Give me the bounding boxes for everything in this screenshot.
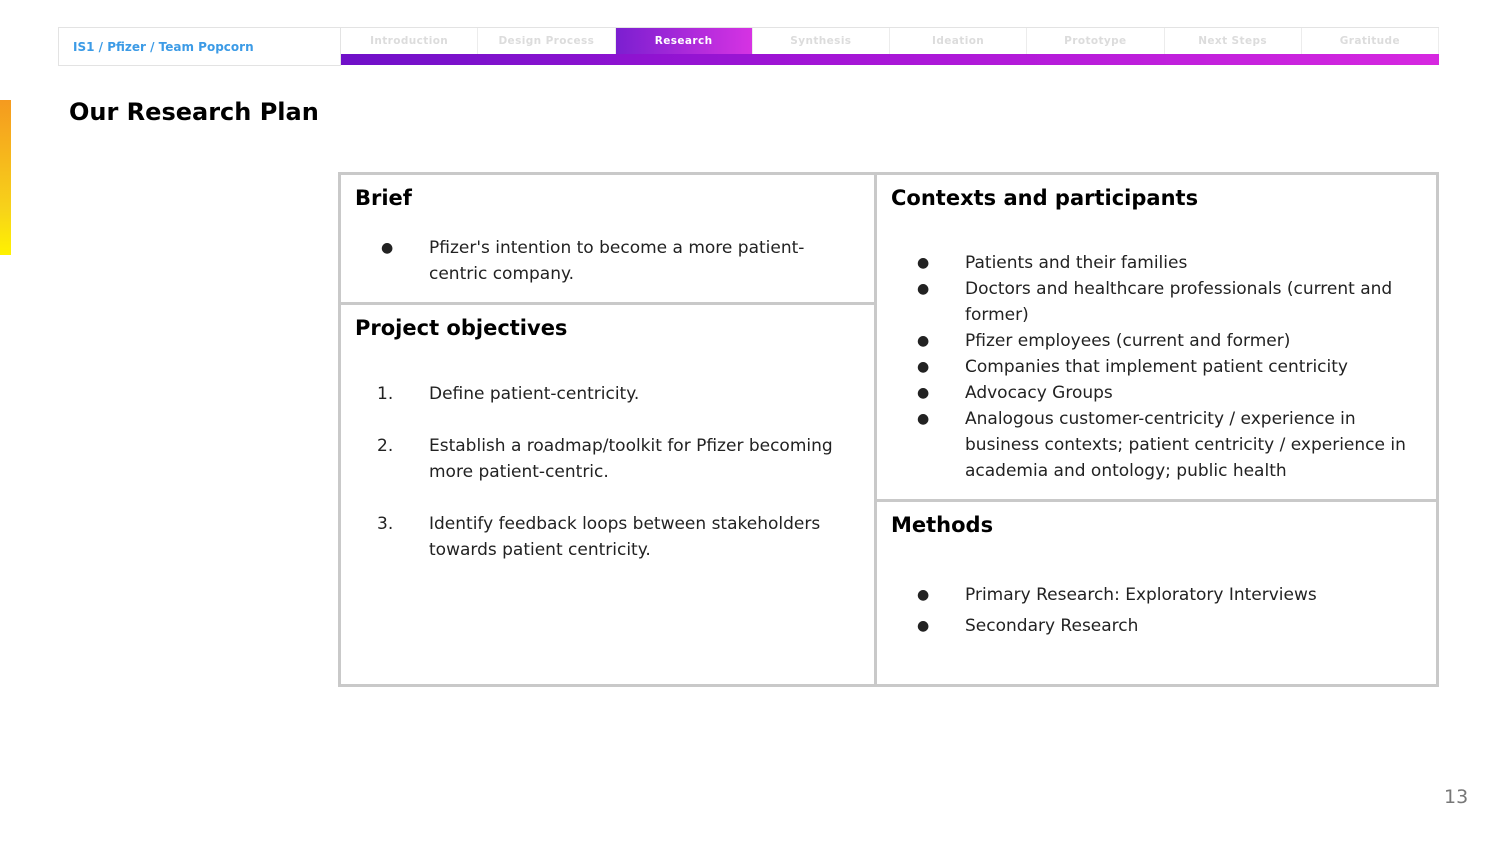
list-number: 1. [377,384,394,404]
contexts-list [877,250,1436,484]
tab-gratitude[interactable]: Gratitude [1302,28,1439,54]
side-accent-bar [0,100,11,255]
list-item-text: Companies that implement patient centricity [965,357,1348,377]
page-number: 13 [1444,786,1469,808]
list-item [877,406,1436,484]
research-plan-grid [338,172,1439,687]
bullet-icon: ● [381,240,394,256]
tab-synthesis[interactable]: Synthesis [753,28,890,54]
methods-list [877,582,1436,644]
list-item [877,328,1436,354]
list-item [341,511,874,563]
objectives-list [341,381,874,589]
brief-section [341,175,874,302]
objectives-title: Project objectives [355,316,568,340]
list-item [341,235,874,287]
methods-title: Methods [891,513,994,537]
contexts-title: Contexts and participants [891,186,1199,210]
bullet-icon: ● [917,281,930,297]
page-title: Our Research Plan [69,98,319,126]
list-item-text: Define patient-centricity. [429,384,640,404]
list-item [877,250,1436,276]
list-number: 3. [377,514,394,534]
nav-progress-bar [341,54,1439,65]
list-item-text: Identify feedback loops between stakeholders towards patient centricity. [429,514,821,560]
list-item [341,433,874,485]
list-item-text: Doctors and healthcare professionals (current and former) [965,279,1393,325]
top-navigation [58,27,1439,66]
bullet-icon: ● [917,359,930,375]
bullet-icon: ● [917,618,930,634]
list-item [877,276,1436,328]
bullet-icon: ● [917,333,930,349]
list-item-text: Primary Research: Exploratory Interviews [965,585,1317,605]
contexts-section [877,175,1436,499]
bullet-icon: ● [917,411,930,427]
methods-section [877,502,1436,684]
list-item-text: Pfizer's intention to become a more patient-centric company. [429,238,805,284]
objectives-section [341,305,874,684]
list-item [877,354,1436,380]
list-item-text: Advocacy Groups [965,383,1113,403]
breadcrumb-box [58,27,341,66]
list-item [877,380,1436,406]
tab-introduction[interactable]: Introduction [341,28,478,54]
brief-title: Brief [355,186,412,210]
list-item-text: Secondary Research [965,616,1139,636]
list-item-text: Pfizer employees (current and former) [965,331,1291,351]
list-item-text: Patients and their families [965,253,1188,273]
tab-design-process[interactable]: Design Process [478,28,615,54]
tab-ideation[interactable]: Ideation [890,28,1027,54]
list-item [341,381,874,407]
section-tabs [341,27,1439,54]
bullet-icon: ● [917,385,930,401]
bullet-icon: ● [917,587,930,603]
tab-prototype[interactable]: Prototype [1027,28,1164,54]
bullet-icon: ● [917,255,930,271]
list-item-text: Analogous customer-centricity / experience in business contexts; patient centricity / experience in academia and ontology; public health [965,409,1406,481]
list-item [877,582,1436,608]
list-item-text: Establish a roadmap/toolkit for Pfizer becoming more patient-centric. [429,436,833,482]
list-number: 2. [377,436,394,456]
brief-list [341,235,874,287]
list-item [877,613,1436,639]
tab-next-steps[interactable]: Next Steps [1165,28,1302,54]
breadcrumb[interactable]: IS1 / Pfizer / Team Popcorn [73,40,254,54]
tab-research[interactable]: Research [616,28,753,54]
